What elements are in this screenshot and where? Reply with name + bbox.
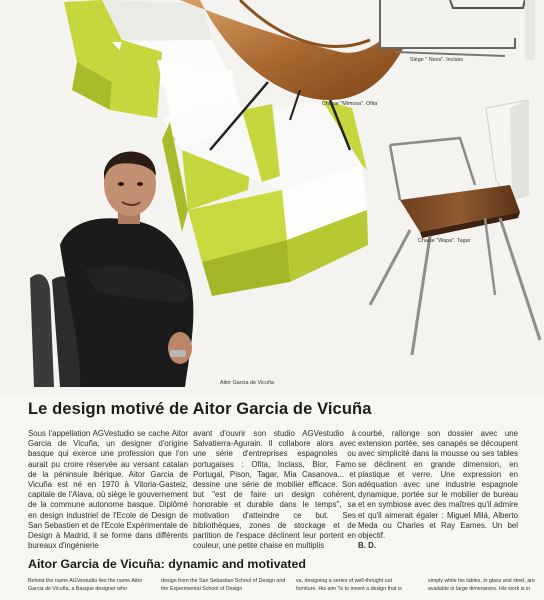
english-column-3 bbox=[296, 577, 404, 600]
chair-wapa-image bbox=[360, 100, 544, 362]
caption-mimosa: Chaise "Mimosa". Ofita bbox=[322, 101, 378, 107]
english-text-3: va, designing a series of well-thought out furniture. His aim "is to invent a design that is bbox=[296, 578, 402, 593]
english-column-4 bbox=[428, 577, 544, 600]
article-text-3: courbé, rallonge son dossier avec une extension portée, ses canapés se découpent avec simplicité dans la mousse ou ses tables se déclinent en grande dimension, en plastique et verre. Une expression en adéquation avec une industrie espagnole dynamique, portée sur le mobilier de bureau et en symbiose avec des maîtres qu'il admire et qu'il aimerait égaler : Miguel Milá, Alberto Meda ou Charles et Ray Eames. Un bel objectif. bbox=[358, 429, 518, 541]
caption-wapa: Chaise "Wapa". Tagar bbox=[418, 238, 471, 244]
designer-portrait-image bbox=[30, 150, 220, 387]
caption-portrait: Aitor Garcia de Vicuña bbox=[220, 380, 274, 386]
english-title: Aitor Garcia de Vicuña: dynamic and motivated bbox=[28, 557, 306, 571]
chair-neos-image bbox=[375, 0, 535, 60]
english-text-4: simply while his tables, in glass and steel, are available in large dimensions. His work is in bbox=[428, 578, 535, 593]
english-text-1: Behind the name AGVestudio lies the name Aitor Garcia de Vicuña, a Basque designer who bbox=[28, 578, 143, 593]
article-title: Le design motivé de Aitor Garcia de Vicuña bbox=[28, 400, 372, 418]
article-text-1: Sous l'appellation AGVestudio se cache Aitor Garcia de Vicuña, un designer d'origine basque qui exerce une profession que l'on aurait pu croire réservée au versant catalan de la péninsule ibérique. Aitor Garcia de Vicuña est né en 1970 à Vitoria-Gasteiz, capitale de l'Alava, où siège le gouvernement de la commune autonome basque. Diplômé en design industriel de l'Ecole de Design de San Sebastien et de l'Ecole Expérimentale de Design à Madrid, il se forme dans différents bureaux d'ingénierie bbox=[28, 429, 188, 551]
english-column-2 bbox=[161, 577, 286, 600]
article-text-2: avant d'ouvrir son studio AGVestudio à Salvatierra-Agurain. Il collabore alors avec une série d'entreprises espagnoles ou portugaises : Ofita, Inclass, Bior, Famo Portugal, Pison, Tagar, Mia Casanova... et dessine une série de mobilier efficace. Son but "est de faire un design cohérent, honorable et durable dans le temps", sa motivation d'atteindre ce but. Ses bibliothèques, zones de stockage et de partition de l'espace déclinent leur portent en couleur, une petite chaise en multiplis bbox=[193, 429, 356, 551]
english-column-1 bbox=[28, 577, 151, 600]
english-text-2: design from the San Sebastian School of Design and the Experimental School of Design bbox=[161, 578, 286, 593]
caption-neos: Siège " Neos". Inclass bbox=[410, 57, 463, 63]
article-column-2 bbox=[193, 429, 356, 551]
article-column-1 bbox=[28, 429, 188, 551]
article-column-3 bbox=[358, 429, 518, 551]
article-signature: B. D. bbox=[358, 541, 376, 551]
